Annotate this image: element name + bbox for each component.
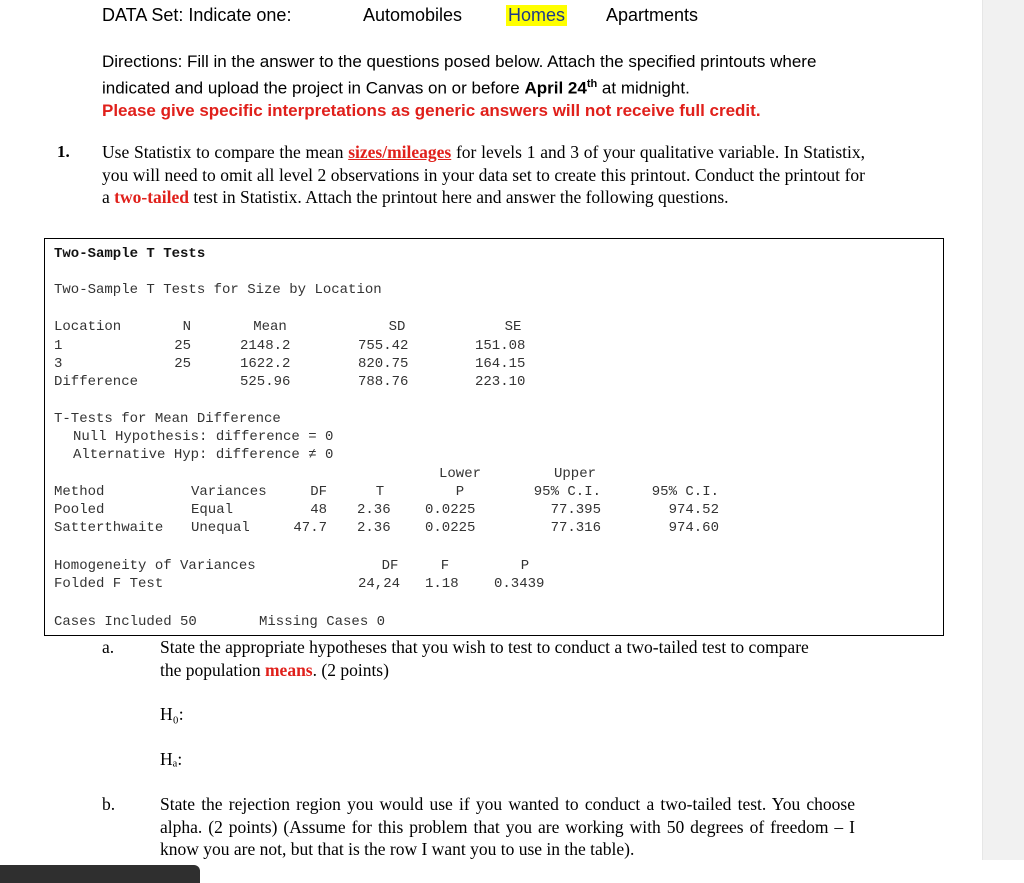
directions-text: Directions: Fill in the answer to the questions posed below. Attach the specified printouts where indicated and upload the project in Canvas on or before — [102, 52, 817, 98]
part-a-label: a. — [102, 637, 115, 657]
row3-mean: 525.96 — [240, 374, 291, 390]
row2-se: 164.15 — [475, 356, 526, 372]
taskbar-tab — [0, 865, 200, 883]
dataset-label: DATA Set: Indicate one: — [102, 5, 292, 25]
header-p: P — [455, 484, 465, 500]
row1-n: 25 — [174, 338, 191, 354]
folded-f: 1.18 — [425, 576, 459, 592]
satterthwaite-df: 47.7 — [293, 520, 327, 536]
header-n: N — [182, 319, 191, 335]
q1-text-part: test in Statistix. Attach the printout here and answer the following questions. — [189, 187, 729, 207]
part-a-means: means — [264, 659, 313, 680]
header-method: Method — [54, 484, 105, 500]
directions — [102, 51, 882, 122]
row3-sd: 788.76 — [358, 374, 409, 390]
question-1-text — [102, 141, 865, 209]
due-date: April 24 — [524, 78, 587, 98]
printout-subtitle: Two-Sample T Tests for Size by Location — [54, 282, 382, 298]
satterthwaite-ci-upper: 974.60 — [668, 520, 719, 536]
homog-header-p: P — [520, 558, 530, 574]
statistix-printout — [44, 238, 944, 636]
row1-mean: 2148.2 — [240, 338, 291, 354]
pooled-p: 0.0225 — [425, 502, 476, 518]
homog-header-df: DF — [381, 558, 399, 574]
pooled-ci-lower: 77.395 — [550, 502, 601, 518]
ttests-title: T-Tests for Mean Difference — [54, 411, 281, 427]
option-homes-selected: Homes — [508, 5, 566, 25]
header-df: DF — [310, 484, 327, 500]
row2-mean: 1622.2 — [240, 356, 291, 372]
scrollbar-track[interactable] — [982, 0, 1024, 860]
pooled-df: 48 — [310, 502, 327, 518]
pooled-ci-upper: 974.52 — [668, 502, 719, 518]
pooled-variances: Equal — [191, 502, 234, 518]
q1-sizes-mileages: sizes/mileages — [348, 142, 452, 162]
folded-df: 24,24 — [358, 576, 401, 592]
header-ci-lower: 95% C.I. — [533, 484, 601, 500]
row1-sd: 755.42 — [358, 338, 409, 354]
q1-text-part: Use Statistix to compare the mean — [102, 142, 349, 162]
row1-se: 151.08 — [475, 338, 526, 354]
header-ci-upper: 95% C.I. — [651, 484, 719, 500]
header-sd: SD — [388, 319, 406, 335]
header-t: T — [375, 484, 385, 500]
pooled-t: 2.36 — [357, 502, 391, 518]
row2-location: 3 — [54, 356, 63, 372]
option-apartments: Apartments — [606, 5, 699, 25]
part-b-text: State the rejection region you would use if you wanted to conduct a two-tailed test. You choose alpha. (2 points) (Assume for this problem that you are working with 50 degrees of freedom – I know you are not, but that is the row I want you to use in the table). — [160, 794, 855, 859]
row1-location: 1 — [54, 338, 63, 354]
missing-cases: Missing Cases 0 — [259, 614, 386, 630]
directions-end: at midnight. — [597, 78, 690, 98]
row2-sd: 820.75 — [358, 356, 409, 372]
header-mean: Mean — [253, 319, 287, 335]
homogeneity-title: Homogeneity of Variances — [54, 558, 256, 574]
ha-label: Hₐ: — [160, 749, 183, 769]
header-location: Location — [54, 319, 122, 335]
row3-location: Difference — [54, 374, 139, 390]
alt-hypothesis: Alternative Hyp: difference ≠ 0 — [73, 447, 334, 463]
upper-label: Upper — [553, 466, 596, 482]
printout-title: Two-Sample T Tests — [54, 246, 206, 262]
due-date-suffix: th — [586, 78, 598, 90]
q1-two-tailed: two-tailed — [114, 187, 190, 207]
option-automobiles: Automobiles — [363, 5, 463, 25]
row3-se: 223.10 — [475, 374, 526, 390]
question-number: 1. — [57, 142, 70, 161]
row2-n: 25 — [174, 356, 191, 372]
satterthwaite-variances: Unequal — [191, 520, 250, 536]
cases-included: Cases Included 50 — [54, 614, 197, 630]
header-se: SE — [504, 319, 522, 335]
satterthwaite-t: 2.36 — [357, 520, 391, 536]
homog-header-f: F — [440, 558, 450, 574]
folded-p: 0.3439 — [494, 576, 545, 592]
part-a-points: . (2 points) — [312, 659, 389, 680]
header-variances: Variances — [191, 484, 267, 500]
q1-text-part: for levels 1 and 3 of your qualitative variable. In Statistix, you will need to omit all level 2 observations in your data set to create this printout. Conduct the printout for a — [102, 142, 866, 207]
satterthwaite-method: Satterthwaite — [54, 520, 164, 536]
part-a-text-part: State the appropriate hypotheses that you wish to test to conduct a two-tailed test to compare the population — [160, 637, 809, 680]
null-hypothesis: Null Hypothesis: difference = 0 — [73, 429, 334, 445]
satterthwaite-ci-lower: 77.316 — [550, 520, 601, 536]
directions-warning: Please give specific interpretations as generic answers will not receive full credit. — [102, 100, 761, 120]
lower-label: Lower — [438, 466, 481, 482]
h0-label: H₀: — [160, 704, 184, 724]
part-b-label: b. — [102, 794, 116, 814]
part-a-text — [160, 636, 830, 681]
pooled-method: Pooled — [54, 502, 105, 518]
folded-f-label: Folded F Test — [54, 576, 164, 592]
satterthwaite-p: 0.0225 — [425, 520, 476, 536]
